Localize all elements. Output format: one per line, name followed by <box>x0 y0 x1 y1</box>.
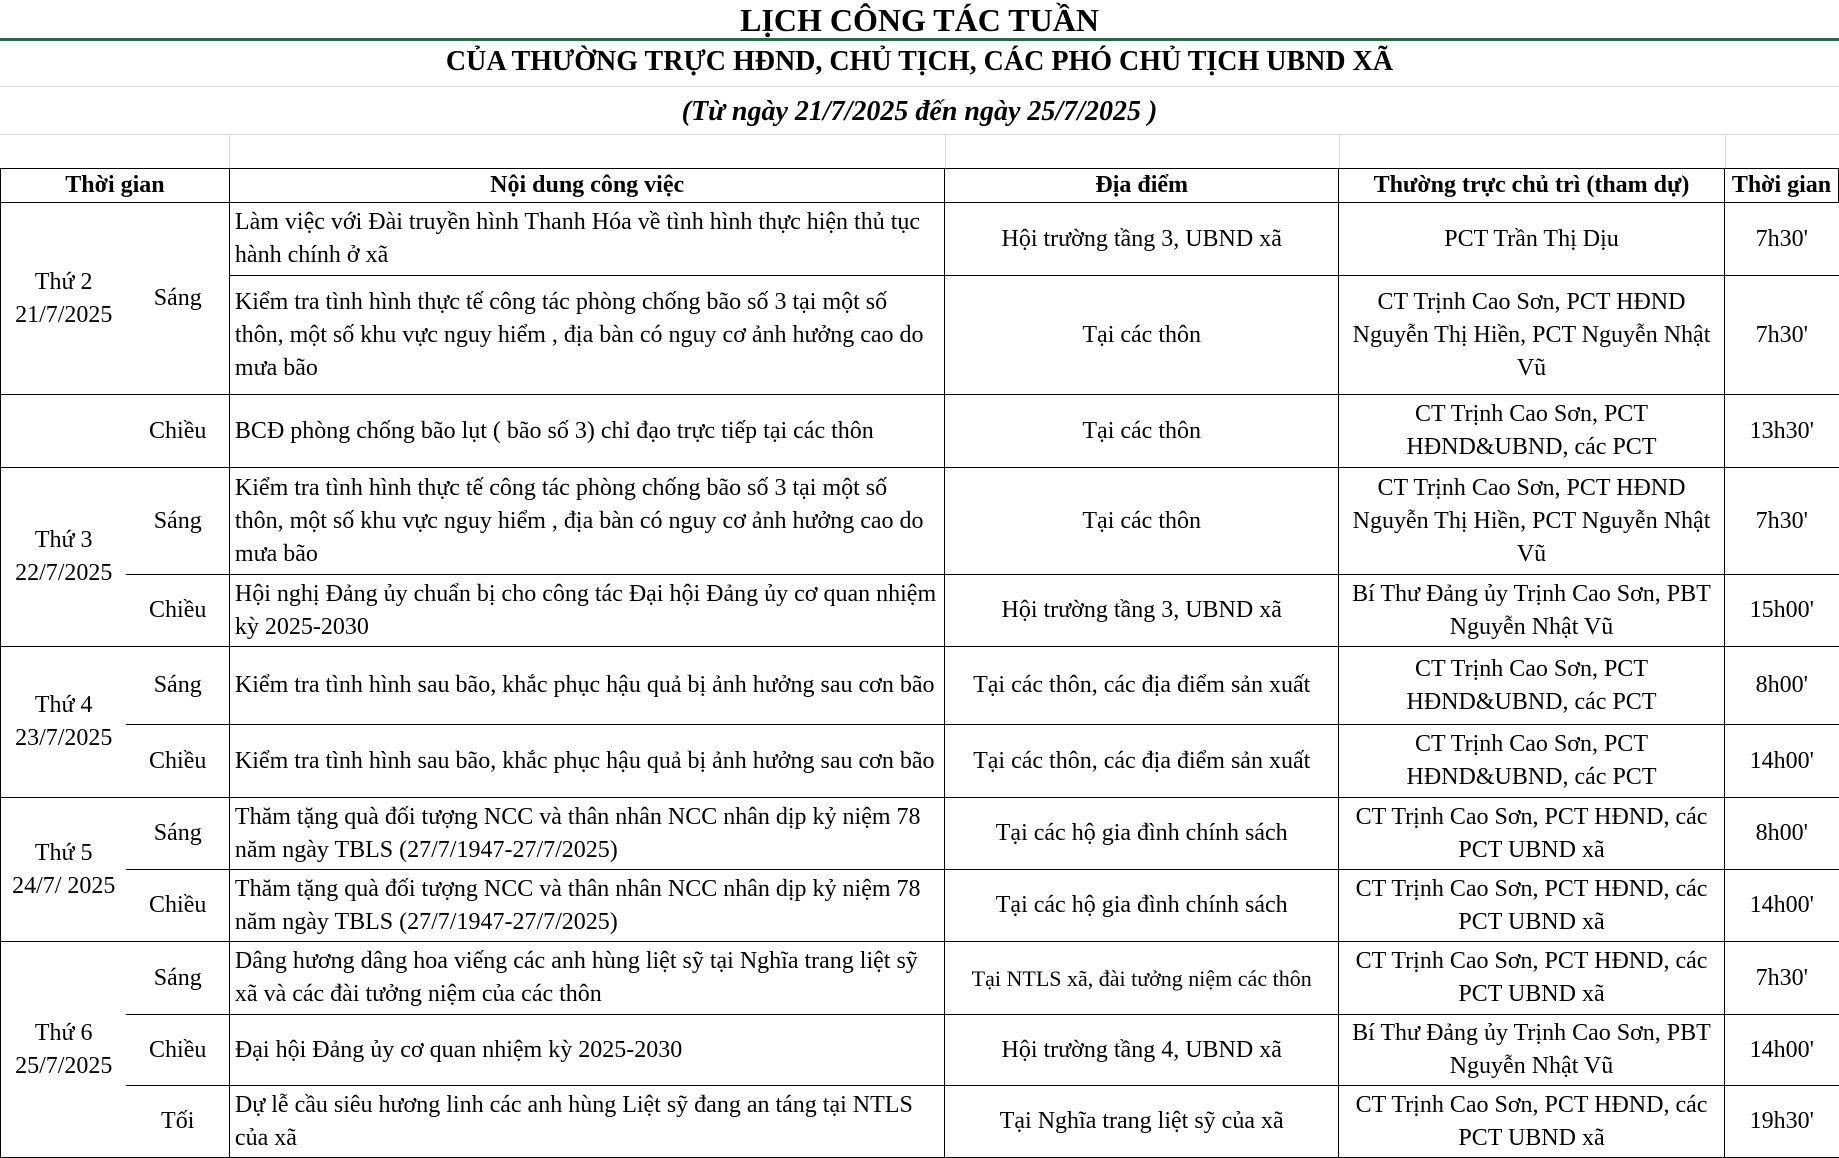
day-label: Thứ 6 <box>34 1019 93 1046</box>
content-cell: Dâng hương dâng hoa viếng các anh hùng liệt sỹ tại Nghĩa trang liệt sỹ xã và các đài tưởng niệm của các thôn <box>229 942 944 1015</box>
time-cell: 7h30' <box>1724 276 1838 395</box>
column-header-content: Nội dung công việc <box>229 169 944 203</box>
content-cell: Làm việc với Đài truyền hình Thanh Hóa về tình hình thực hiện thủ tục hành chính ở xã <box>229 203 944 276</box>
location-cell: Hội trường tầng 4, UBND xã <box>945 1015 1339 1086</box>
host-cell: CT Trịnh Cao Sơn, PCT HĐND Nguyễn Thị Hiền, PCT Nguyễn Nhật Vũ <box>1339 276 1725 395</box>
time-cell: 15h00' <box>1724 575 1838 647</box>
time-cell: 14h00' <box>1724 725 1838 798</box>
session-cell: Sáng <box>126 468 229 575</box>
table-row <box>1 725 1839 798</box>
content-cell: Kiểm tra tình hình thực tế công tác phòng chống bão số 3 tại một số thôn, một số khu vực nguy hiểm , địa bàn có nguy cơ ảnh hưởng cao do mưa bão <box>229 276 944 395</box>
location-cell: Hội trường tầng 3, UBND xã <box>945 575 1339 647</box>
session-cell: Chiều <box>126 395 229 468</box>
session-cell: Tối <box>126 1086 229 1158</box>
host-cell: CT Trịnh Cao Sơn, PCT HĐND, các PCT UBND xã <box>1339 870 1725 942</box>
table-row <box>1 870 1839 942</box>
host-cell: CT Trịnh Cao Sơn, PCT HĐND, các PCT UBND xã <box>1339 1086 1725 1158</box>
column-header-host: Thường trực chủ trì (tham dự) <box>1339 169 1725 203</box>
date-range: (Từ ngày 21/7/2025 đến ngày 25/7/2025 ) <box>681 96 1158 127</box>
host-cell: Bí Thư Đảng ủy Trịnh Cao Sơn, PBT Nguyễn Nhật Vũ <box>1339 1015 1725 1086</box>
time-cell: 13h30' <box>1724 395 1838 468</box>
time-cell: 8h00' <box>1724 798 1838 870</box>
sheet-gridline <box>945 134 946 168</box>
day-cell <box>1 647 127 798</box>
location-cell: Tại các thôn <box>945 395 1339 468</box>
content-cell: Hội nghị Đảng ủy chuẩn bị cho công tác Đại hội Đảng ủy cơ quan nhiệm kỳ 2025-2030 <box>229 575 944 647</box>
day-cell <box>1 942 127 1158</box>
content-cell: Dự lễ cầu siêu hương linh các anh hùng Liệt sỹ đang an táng tại NTLS của xã <box>229 1086 944 1158</box>
table-row <box>1 647 1839 725</box>
day-date: 24/7/ 2025 <box>12 872 116 899</box>
day-date: 25/7/2025 <box>15 1052 113 1079</box>
time-cell: 14h00' <box>1724 870 1838 942</box>
time-cell: 7h30' <box>1724 468 1838 575</box>
location-cell: Tại Nghĩa trang liệt sỹ của xã <box>945 1086 1339 1158</box>
page-title: LỊCH CÔNG TÁC TUẦN <box>740 2 1099 38</box>
day-date: 21/7/2025 <box>15 301 113 328</box>
session-cell: Chiều <box>126 725 229 798</box>
host-cell: CT Trịnh Cao Sơn, PCT HĐND, các PCT UBND xã <box>1339 942 1725 1015</box>
session-cell: Chiều <box>126 1015 229 1086</box>
day-cell <box>1 798 127 942</box>
location-cell: Tại các hộ gia đình chính sách <box>945 798 1339 870</box>
content-cell: Kiểm tra tình hình thực tế công tác phòng chống bão số 3 tại một số thôn, một số khu vực nguy hiểm , địa bàn có nguy cơ ảnh hưởng cao do mưa bão <box>229 468 944 575</box>
time-cell: 8h00' <box>1724 647 1838 725</box>
session-cell: Chiều <box>126 575 229 647</box>
table-row <box>1 575 1839 647</box>
host-cell: CT Trịnh Cao Sơn, PCT HĐND Nguyễn Thị Hiền, PCT Nguyễn Nhật Vũ <box>1339 468 1725 575</box>
header-divider <box>0 38 1839 41</box>
session-cell: Sáng <box>126 203 229 395</box>
table-row <box>1 468 1839 575</box>
session-cell: Sáng <box>126 647 229 725</box>
content-cell: Kiểm tra tình hình sau bão, khắc phục hậu quả bị ảnh hưởng sau cơn bão <box>229 647 944 725</box>
table-row <box>1 276 1839 395</box>
session-cell: Sáng <box>126 942 229 1015</box>
host-cell: CT Trịnh Cao Sơn, PCT HĐND, các PCT UBND xã <box>1339 798 1725 870</box>
day-date: 22/7/2025 <box>15 560 113 586</box>
table-row <box>1 1015 1839 1086</box>
location-cell: Tại các thôn <box>945 276 1339 395</box>
sheet-gridline <box>229 134 230 168</box>
table-row <box>1 798 1839 870</box>
time-cell: 14h00' <box>1724 1015 1838 1086</box>
schedule-table <box>0 168 1839 1158</box>
time-cell: 7h30' <box>1724 203 1838 276</box>
content-cell: Đại hội Đảng ủy cơ quan nhiệm kỳ 2025-2030 <box>229 1015 944 1086</box>
day-label: Thứ 5 <box>34 839 93 866</box>
column-header-time: Thời gian <box>1 169 230 203</box>
host-cell: CT Trịnh Cao Sơn, PCT HĐND&UBND, các PCT <box>1339 725 1725 798</box>
session-cell: Chiều <box>126 870 229 942</box>
day-cell <box>1 468 127 647</box>
time-cell: 7h30' <box>1724 942 1838 1015</box>
location-cell: Tại các thôn, các địa điểm sản xuất <box>945 725 1339 798</box>
column-header-start-time: Thời gian <box>1724 169 1838 203</box>
day-cell <box>1 203 127 395</box>
content-cell: Thăm tặng quà đối tượng NCC và thân nhân NCC nhân dịp kỷ niệm 78 năm ngày TBLS (27/7/1947-27/7/2025) <box>229 870 944 942</box>
day-date: 23/7/2025 <box>15 725 113 751</box>
host-cell: Bí Thư Đảng ủy Trịnh Cao Sơn, PBT Nguyễn Nhật Vũ <box>1339 575 1725 647</box>
column-header-location: Địa điểm <box>945 169 1339 203</box>
location-cell: Tại NTLS xã, đài tưởng niệm các thôn <box>945 942 1339 1015</box>
content-cell: Thăm tặng quà đối tượng NCC và thân nhân NCC nhân dịp kỷ niệm 78 năm ngày TBLS (27/7/1947-27/7/2025) <box>229 798 944 870</box>
content-cell: Kiểm tra tình hình sau bão, khắc phục hậu quả bị ảnh hưởng sau cơn bão <box>229 725 944 798</box>
host-cell: CT Trịnh Cao Sơn, PCT HĐND&UBND, các PCT <box>1339 647 1725 725</box>
day-label: Thứ 4 <box>34 692 93 718</box>
location-cell: Tại các thôn <box>945 468 1339 575</box>
time-cell: 19h30' <box>1724 1086 1838 1158</box>
sheet-gridline <box>0 86 1839 87</box>
sheet-gridline <box>1725 134 1726 168</box>
day-label: Thứ 3 <box>34 527 93 553</box>
sheet-gridline <box>1339 134 1340 168</box>
table-row <box>1 942 1839 1015</box>
host-cell: CT Trịnh Cao Sơn, PCT HĐND&UBND, các PCT <box>1339 395 1725 468</box>
host-cell: PCT Trần Thị Dịu <box>1339 203 1725 276</box>
table-row <box>1 203 1839 276</box>
day-label: Thứ 2 <box>34 268 93 295</box>
content-cell: BCĐ phòng chống bão lụt ( bão số 3) chỉ đạo trực tiếp tại các thôn <box>229 395 944 468</box>
location-cell: Tại các thôn, các địa điểm sản xuất <box>945 647 1339 725</box>
location-cell: Tại các hộ gia đình chính sách <box>945 870 1339 942</box>
page-subtitle: CỦA THƯỜNG TRỰC HĐND, CHỦ TỊCH, CÁC PHÓ CHỦ TỊCH UBND XÃ <box>445 46 1394 77</box>
table-header-row <box>1 169 1839 203</box>
sheet-gridline <box>0 134 1839 135</box>
day-cell <box>1 395 127 468</box>
table-row <box>1 395 1839 468</box>
location-cell: Hội trường tầng 3, UBND xã <box>945 203 1339 276</box>
session-cell: Sáng <box>126 798 229 870</box>
table-row <box>1 1086 1839 1158</box>
